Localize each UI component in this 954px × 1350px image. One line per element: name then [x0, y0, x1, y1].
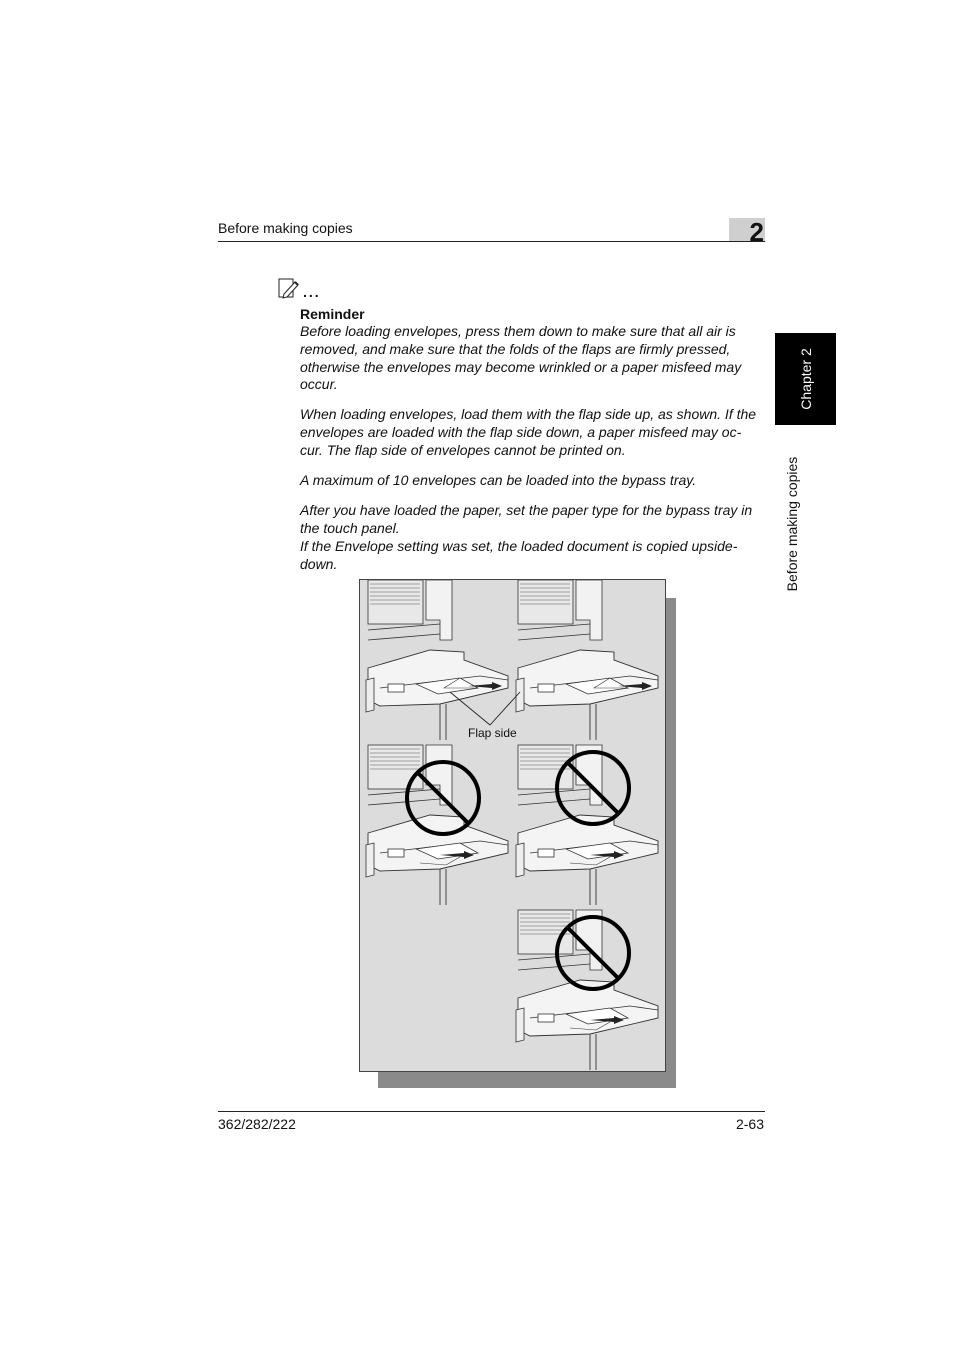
reminder-paragraph: A maximum of 10 envelopes can be loaded into the bypass tray.	[300, 472, 697, 488]
section-side-label: Before making copies	[784, 456, 800, 592]
flap-side-label: Flap side	[468, 726, 517, 740]
note-dots: ...	[303, 284, 321, 300]
reminder-paragraph: When loading envelopes, load them with the flap side up, as shown. If the envelopes are loaded with the flap side down, a paper misfeed may oc-cur. The flap side of envelopes cannot be printed on.	[300, 406, 757, 458]
reminder-paragraph: After you have loaded the paper, set the paper type for the bypass tray in the touch panel.	[300, 502, 753, 536]
illustration-correct-left	[366, 580, 508, 740]
reminder-title: Reminder	[300, 306, 365, 322]
reminder-paragraph: Before loading envelopes, press them down to make sure that all air is removed, and make sure that the folds of the flaps are firmly pressed, otherwise the envelopes may become wrinkled or a paper misfeed may occur.	[300, 323, 742, 393]
chapter-tab	[775, 333, 836, 425]
illustration-correct-right	[516, 580, 658, 740]
envelope-illustrations	[360, 580, 665, 1071]
reminder-paragraph: If the Envelope setting was set, the loaded document is copied upside-down.	[300, 538, 738, 572]
footer-page-number: 2-63	[735, 1116, 764, 1132]
illustration-wrong-1	[366, 745, 508, 905]
footer-model: 362/282/222	[218, 1116, 296, 1132]
chapter-number: 2	[749, 217, 764, 247]
header-rule	[218, 241, 765, 242]
running-header: Before making copies	[218, 220, 353, 236]
pencil-note-icon	[278, 278, 302, 305]
envelope-loading-figure	[359, 579, 666, 1072]
chapter-tab-label: Chapter 2	[797, 348, 814, 410]
footer-rule	[218, 1111, 765, 1112]
chapter-number-box	[729, 217, 765, 247]
